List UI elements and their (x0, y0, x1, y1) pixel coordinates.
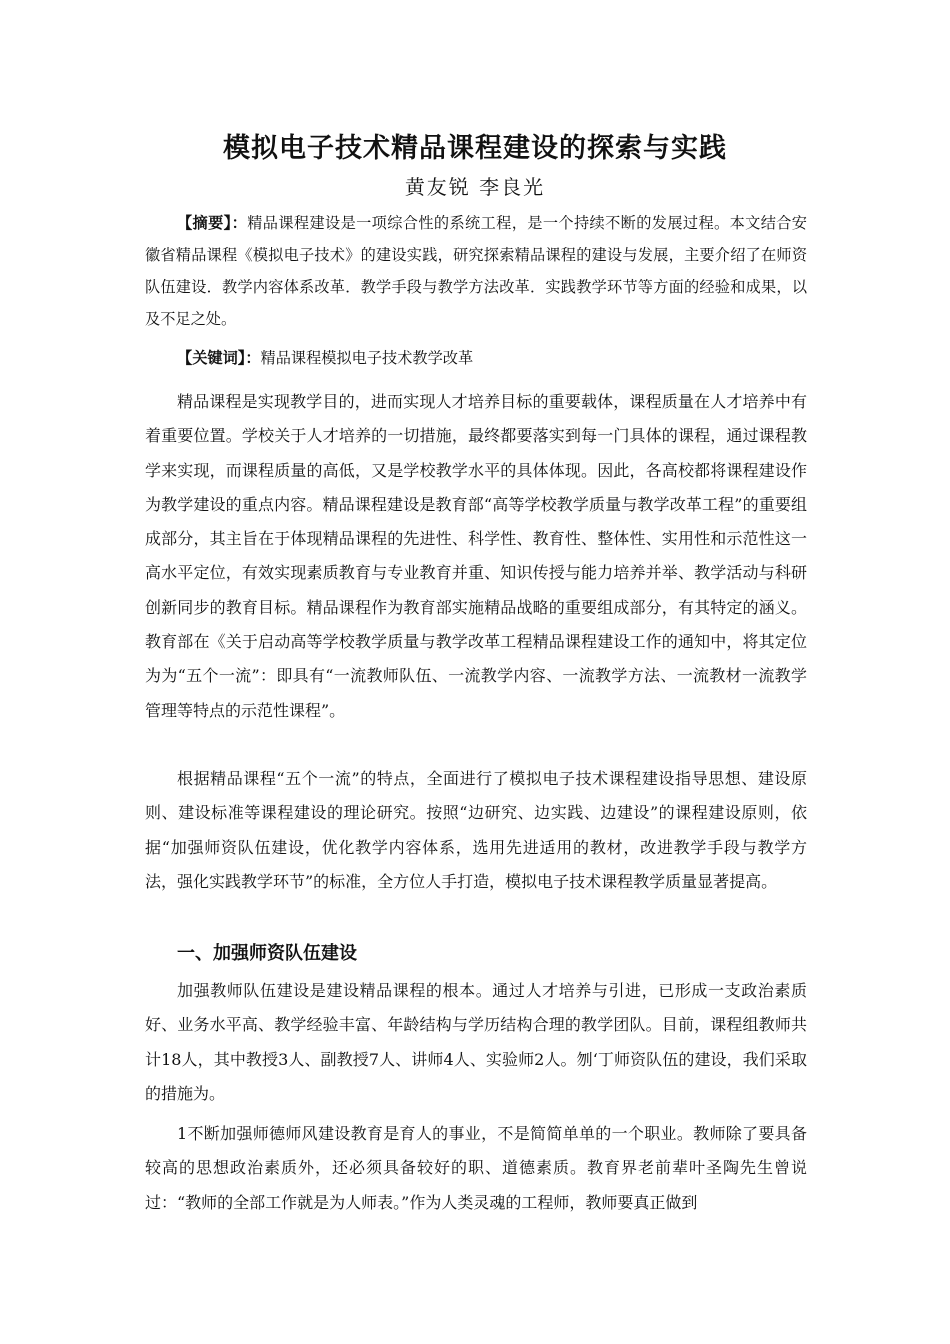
abstract-text: 精品课程建设是一项综合性的系统工程，是一个持续不断的发展过程。本文结合安徽省精品课程《模拟电子技术》的建设实践，研究探索精品课程的建设与发展，主要介绍了在师资队伍建设．教学内容体系改革．教学手段与教学方法改革．实践教学环节等方面的经验和成果，以及不足之处。 (145, 214, 807, 328)
body-paragraph-1: 精品课程是实现教学目的，进而实现人才培养目标的重要载体，课程质量在人才培养中有着重要位置。学校关于人才培养的一切措施，最终都要落实到每一门具体的课程，通过课程教学来实现，而课程质量的高低，又是学校教学水平的具体体现。因此，各高校都将课程建设作为教学建设的重点内容。精品课程建设是教育部“高等学校教学质量与教学改革工程”的重要组成部分，其主旨在于体现精品课程的先进性、科学性、教育性、整体性、实用性和示范性这一高水平定位，有效实现素质教育与专业教育并重、知识传授与能力培养并举、教学活动与科研创新同步的教育目标。精品课程作为教育部实施精品战略的重要组成部分，有其特定的涵义。教育部在《关于启动高等学校教学质量与教学改革工程精品课程建设工作的通知中，将其定位为为“五个一流”：即具有“一流教师队伍、一流教学内容、一流教学方法、一流教材一流教学管理等特点的示范性课程”。 (145, 392, 807, 720)
keywords-label: 【关键词】： (177, 349, 261, 367)
abstract (145, 207, 807, 335)
abstract-label: 【摘要】： (177, 214, 248, 232)
body-paragraph-2: 根据精品课程“五个一流”的特点，全面进行了模拟电子技术课程建设指导思想、建设原则、建设标准等课程建设的理论研究。按照“边研究、边实践、边建设”的课程建设原则，依据“加强师资队伍建设，优化教学内容体系，选用先进适用的教材，改进教学手段与教学方法，强化实践教学环节”的标准，全方位人手打造，模拟电子技术课程教学质量显著提高。 (145, 769, 807, 891)
keywords (145, 342, 807, 374)
body-paragraph-4: 1不断加强师德师风建设教育是育人的事业，不是简简单单的一个职业。教师除了要具备较高的思想政治素质外，还必须具备较好的职、道德素质。教育界老前辈叶圣陶先生曾说过：“教师的全部工作就是为人师表。”作为人类灵魂的工程师，教师要真正做到 (145, 1124, 807, 1212)
keywords-text: 精品课程模拟电子技术教学改革 (260, 349, 474, 367)
body-paragraph-3: 加强教师队伍建设是建设精品课程的根本。通过人才培养与引进，已形成一支政治素质好、业务水平高、教学经验丰富、年龄结构与学历结构合理的教学团队。目前，课程组教师共计18人，其中教授3人、副教授7人、讲师4人、实验师2人。刎‘丁师资队伍的建设，我们采取的措施为。 (145, 981, 807, 1103)
section-heading: 一、加强师资队伍建设 (177, 943, 357, 964)
paper-title: 模拟电子技术精品课程建设的探索与实践 (223, 133, 727, 164)
paper-authors: 黄友锐 李良光 (404, 175, 546, 199)
